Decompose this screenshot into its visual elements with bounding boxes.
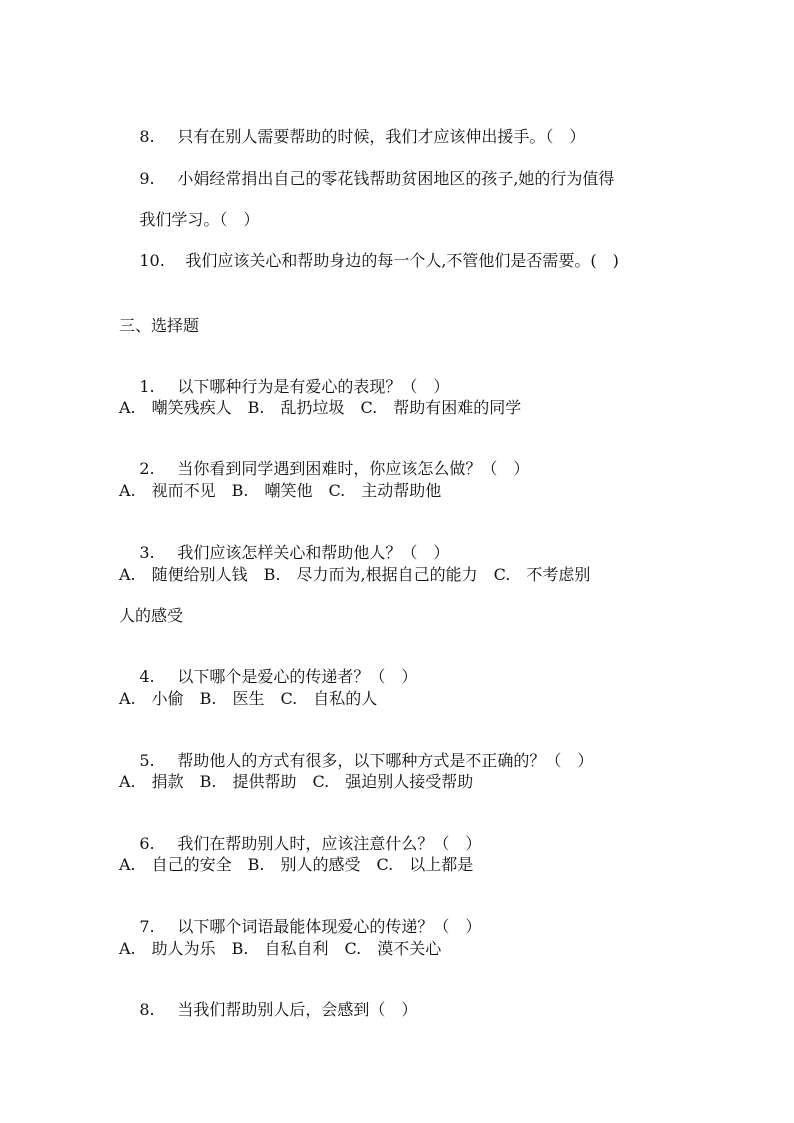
question-text: 帮助他人的方式有很多，以下哪种方式是不正确的？（ ） bbox=[177, 751, 594, 770]
question-6-options: A. 自己的安全 B. 别人的感受 C. 以上都是 bbox=[119, 855, 474, 874]
item-text: 小娟经常捐出自己的零花钱帮助贫困地区的孩子,她的行为值得 bbox=[177, 169, 615, 188]
question-5 bbox=[119, 731, 594, 770]
item-text-continued: 我们学习。（ ） bbox=[139, 210, 260, 229]
question-3 bbox=[119, 523, 450, 562]
question-number: 8. bbox=[139, 1000, 155, 1019]
question-text: 以下哪个是爱心的传递者？（ ） bbox=[177, 667, 418, 686]
question-number: 5. bbox=[139, 751, 155, 770]
question-3-options-continued: 人的感受 bbox=[119, 606, 184, 625]
question-number: 3. bbox=[139, 543, 155, 562]
question-8 bbox=[119, 980, 418, 1019]
judgement-item-9-continued bbox=[119, 190, 260, 229]
question-text: 当我们帮助别人后，会感到（ ） bbox=[177, 1000, 418, 1019]
question-number: 7. bbox=[139, 917, 155, 936]
question-number: 4. bbox=[139, 667, 155, 686]
judgement-item-10 bbox=[119, 231, 619, 270]
judgement-item-9 bbox=[119, 149, 615, 188]
question-1-options: A. 嘲笑残疾人 B. 乱扔垃圾 C. 帮助有困难的同学 bbox=[119, 398, 522, 417]
question-number: 6. bbox=[139, 834, 155, 853]
question-7-options: A. 助人为乐 B. 自私自利 C. 漠不关心 bbox=[119, 939, 442, 958]
question-4 bbox=[119, 647, 418, 686]
question-6 bbox=[119, 814, 482, 853]
item-text: 我们应该关心和帮助身边的每一个人,不管他们是否需要。( ) bbox=[185, 251, 619, 270]
question-text: 我们应该怎样关心和帮助他人？（ ） bbox=[177, 543, 450, 562]
section-title: 三、选择题 bbox=[119, 316, 200, 335]
question-text: 以下哪种行为是有爱心的表现？（ ） bbox=[177, 377, 450, 396]
question-text: 当你看到同学遇到困难时，你应该怎么做？（ ） bbox=[177, 459, 530, 478]
item-number: 9. bbox=[139, 169, 155, 188]
question-text: 以下哪个词语最能体现爱心的传递？（ ） bbox=[177, 917, 482, 936]
question-number: 1. bbox=[139, 377, 155, 396]
item-number: 10. bbox=[139, 251, 165, 270]
question-number: 2. bbox=[139, 459, 155, 478]
question-1 bbox=[119, 357, 450, 396]
question-text: 我们在帮助别人时，应该注意什么？（ ） bbox=[177, 834, 482, 853]
question-5-options: A. 捐款 B. 提供帮助 C. 强迫别人接受帮助 bbox=[119, 772, 474, 791]
item-text: 只有在别人需要帮助的时候，我们才应该伸出援手。（ ） bbox=[177, 127, 586, 146]
question-3-options: A. 随便给别人钱 B. 尽力而为,根据自己的能力 C. 不考虑别 bbox=[119, 565, 591, 584]
question-2 bbox=[119, 439, 530, 478]
question-7 bbox=[119, 897, 482, 936]
judgement-item-8 bbox=[119, 107, 586, 146]
question-2-options: A. 视而不见 B. 嘲笑他 C. 主动帮助他 bbox=[119, 481, 442, 500]
question-4-options: A. 小偷 B. 医生 C. 自私的人 bbox=[119, 689, 378, 708]
item-number: 8. bbox=[139, 127, 155, 146]
